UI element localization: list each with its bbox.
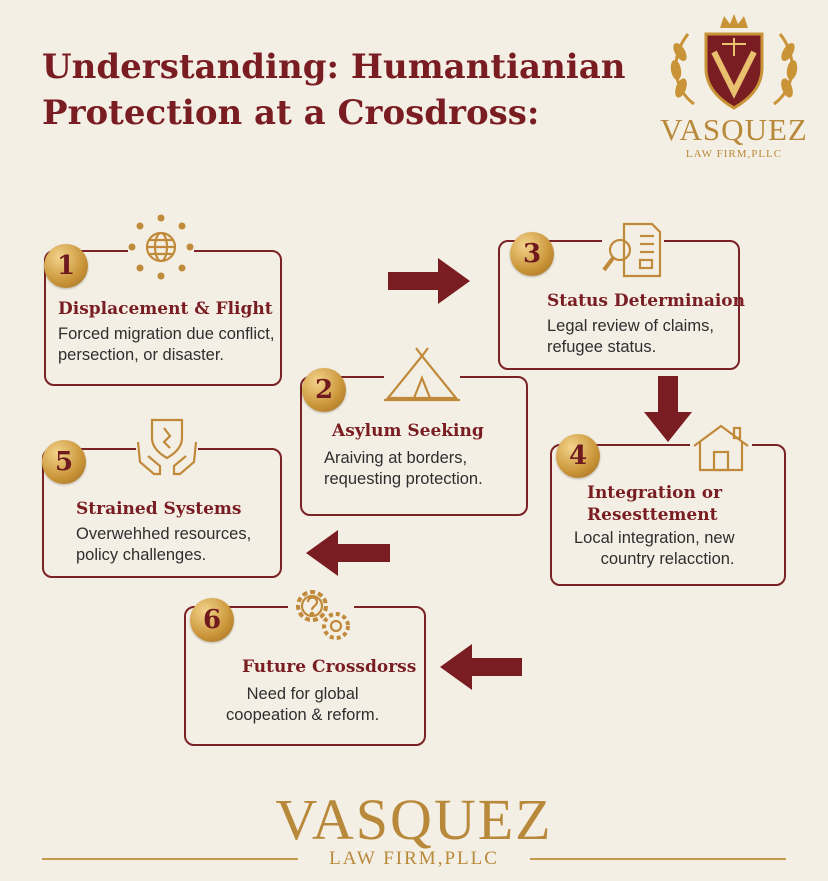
footer-name: VASQUEZ [275, 787, 553, 852]
hands-shield-icon [134, 414, 200, 487]
step-number-1: 1 [44, 244, 88, 288]
footer-subtitle: LAW FIRM,PLLC [329, 848, 499, 869]
step-title-4: Integration or Resesttement [587, 483, 723, 525]
step-desc-5: Overwehhed resources, policy challenges. [76, 525, 252, 564]
step-title-5: Strained Systems [76, 499, 242, 519]
gears-question-icon [286, 580, 356, 651]
step-title-6: Future Crossdorss [242, 657, 417, 677]
step-number-5: 5 [42, 440, 86, 484]
logo-top [654, 12, 814, 162]
house-icon [688, 420, 754, 481]
logo-name: VASQUEZ [660, 112, 808, 147]
step-title-2: Asylum Seeking [332, 421, 484, 441]
step-desc-6: Need for global coopeation & reform. [226, 685, 380, 724]
arrow-down-icon [644, 376, 692, 442]
step-desc-1: Forced migration due conflict, persection, or disaster. [58, 325, 275, 364]
step-desc-2: Araiving at borders, requesting protection. [324, 449, 483, 488]
step-desc-4: Local integration, new country relacction. [574, 529, 735, 568]
logo-subtitle: LAW FIRM,PLLC [685, 148, 783, 160]
step-number-6: 6 [190, 598, 234, 642]
document-magnifier-icon [600, 220, 666, 287]
title-line-1: Understanding: Humantianian [42, 47, 626, 87]
globe-people-icon [124, 210, 198, 285]
tent-icon [382, 344, 462, 409]
arrow-left-icon-1 [306, 530, 390, 576]
page-title [42, 44, 625, 136]
step-number-4: 4 [556, 434, 600, 478]
step-title-1: Displacement & Flight [58, 299, 273, 319]
step-number-2: 2 [302, 368, 346, 412]
title-line-2: Protection at a Crosdross: [42, 93, 540, 133]
step-desc-3: Legal review of claims, refugee status. [547, 317, 714, 356]
arrow-right-icon [388, 258, 470, 304]
crest-icon [654, 12, 814, 116]
step-title-3: Status Determinaion [547, 291, 746, 311]
arrow-left-icon-2 [440, 644, 522, 690]
step-number-3: 3 [510, 232, 554, 276]
